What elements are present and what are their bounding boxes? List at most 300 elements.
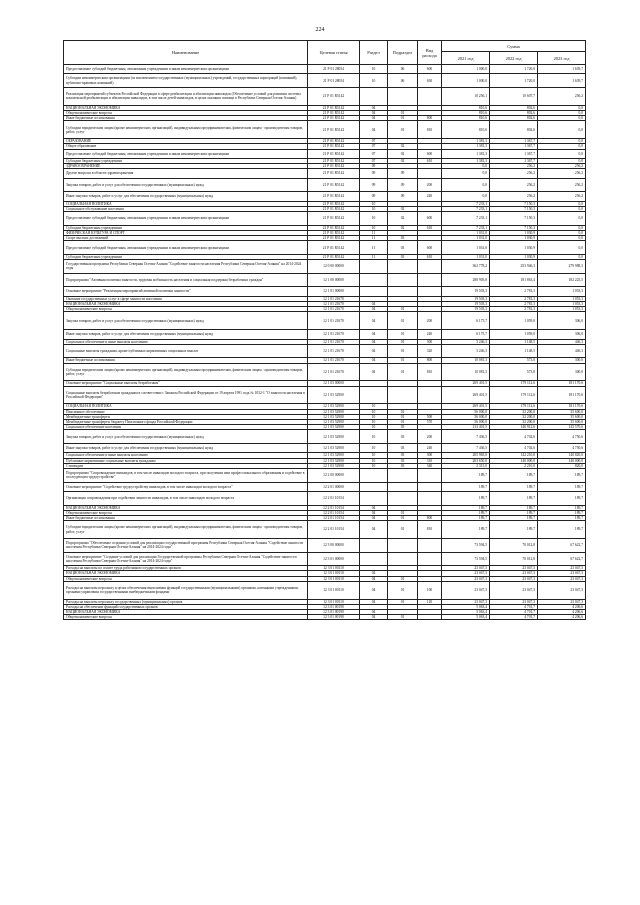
row-expense-type: 100 (418, 581, 442, 599)
row-subsection: 01 (388, 358, 418, 363)
row-target: 12 2 01 10154 (308, 515, 360, 520)
table-row (64, 615, 586, 620)
row-name: Субсидии юридическим лицам (кроме некоммерческих организаций), индивидуальным предпринимателям, физическим лицам - производителям товаров, работ, услуг (64, 521, 308, 539)
row-2022: 189,7 (490, 468, 538, 482)
header-2023: 2023 год (538, 52, 586, 65)
row-2021: 7 233,1 (442, 201, 490, 206)
row-name: Иные закупки товаров, работ и услуг для обеспечения государственных (муниципальных) нужд (64, 192, 308, 201)
row-target: 12 2 01 10154 (308, 491, 360, 505)
row-subsection: 02 (388, 149, 418, 158)
row-2023: 1 053,3 (538, 307, 586, 312)
row-name: Социальное обслуживание населения (64, 206, 308, 211)
row-target: 21 Р 01 R5142 (308, 206, 360, 211)
row-2023: 306,0 (538, 312, 586, 330)
row-expense-type (418, 260, 442, 274)
row-2021: 1 031,0 (442, 254, 490, 259)
row-name: Основное мероприятие "Социальные выплаты безработным" (64, 381, 308, 386)
row-2023: 1 053,3 (538, 287, 586, 296)
row-2023: 0,0 (538, 116, 586, 121)
row-name: Закупка товаров, работ и услуг для обеспечения государственных (муниципальных) нужд (64, 430, 308, 444)
row-target: 21 Р 01 R5142 (308, 241, 360, 255)
row-2023: 4 750,6 (538, 443, 586, 452)
row-section: 04 (360, 330, 388, 339)
row-section: 10 (360, 419, 388, 424)
row-section (360, 468, 388, 482)
row-2022: 179 112,6 (490, 404, 538, 409)
row-2022: 1 367,7 (490, 158, 538, 163)
row-2023: 1 639,7 (538, 74, 586, 88)
row-2022: 23 047,3 (490, 566, 538, 571)
row-target: 12 3 01 00190 (308, 604, 360, 609)
row-2023: 256,2 (538, 164, 586, 169)
row-target: 21 Р 01 R5142 (308, 192, 360, 201)
row-target: 12 1 03 52900 (308, 463, 360, 468)
table-row (64, 287, 586, 296)
row-2021: 269 401,5 (442, 386, 490, 404)
row-2021: 19 503,3 (442, 301, 490, 306)
row-target: 12 3 01 00110 (308, 581, 360, 599)
row-2022: 4 702,6 (490, 430, 538, 444)
row-section: 11 (360, 241, 388, 255)
row-section: 07 (360, 149, 388, 158)
row-2021: 810,6 (442, 105, 490, 110)
row-2021: 23 047,3 (442, 566, 490, 571)
table-row (64, 386, 586, 404)
row-expense-type (418, 386, 442, 404)
row-2021: 6 175,7 (442, 330, 490, 339)
row-section: 04 (360, 339, 388, 344)
row-expense-type (418, 482, 442, 491)
row-2022: 802,6 (490, 110, 538, 115)
row-section: 11 (360, 254, 388, 259)
row-2022: 1 030,9 (490, 241, 538, 255)
row-2023: 35 600,0 (538, 409, 586, 414)
row-2021: 1 031,0 (442, 241, 490, 255)
row-2021: 7 436,5 (442, 430, 490, 444)
row-2023: 35 600,0 (538, 414, 586, 419)
row-name: Предоставление субсидий бюджетным, автономным учреждениям и иным некоммерческим организациям (64, 65, 308, 74)
row-target: 21 Р 01 R5142 (308, 225, 360, 230)
row-2022: 2 781,3 (490, 301, 538, 306)
row-target: 12 1 03 52900 (308, 425, 360, 430)
row-name: Общеэкономические вопросы (64, 615, 308, 620)
row-subsection: 02 (388, 225, 418, 230)
row-2022: 2 781,3 (490, 307, 538, 312)
row-2021: 10 256,1 (442, 87, 490, 105)
row-section: 04 (360, 307, 388, 312)
row-expense-type (418, 468, 442, 482)
row-target: 12 1 01 21670 (308, 330, 360, 339)
row-2023: 140 820,0 (538, 453, 586, 458)
row-2021: 189,7 (442, 510, 490, 515)
row-2021: 0,0 (442, 164, 490, 169)
row-2021: 10 081,3 (442, 358, 490, 363)
row-name: Общеэкономические вопросы (64, 110, 308, 115)
row-name: Субсидии некоммерческим организациям (за исключением государственных (муниципальных) учреждений, государственных корпораций (компаний), публично-правовых компаний) (64, 74, 308, 88)
row-subsection: 01 (388, 419, 418, 424)
row-name: Оказание государственных услуг в сфере занятости населения (64, 296, 308, 301)
row-2023: 446,3 (538, 339, 586, 344)
header-name: Наименование (64, 41, 308, 65)
row-target: 12 1 03 52900 (308, 414, 360, 419)
row-2023: 300,0 (538, 358, 586, 363)
row-target: 12 0 00 00000 (308, 260, 360, 274)
row-2023: 0,0 (538, 212, 586, 226)
row-2021: 0,0 (442, 178, 490, 192)
row-2021: 56 000,0 (442, 414, 490, 419)
row-target: 21 Р 01 R5142 (308, 212, 360, 226)
row-subsection: 09 (388, 178, 418, 192)
row-section: 10 (360, 404, 388, 409)
row-section: 10 (360, 409, 388, 414)
row-2022: 189,7 (490, 505, 538, 510)
row-subsection: 01 (388, 312, 418, 330)
row-name: Организация сопровождения при содействии занятости инвалидов, в том числе инвалидов молодого возраста (64, 491, 308, 505)
table-row (64, 552, 586, 566)
row-2022: 32 200,0 (490, 409, 538, 414)
table-row (64, 482, 586, 491)
row-name: Основное мероприятие "Реализация мероприятий активной политики занятости" (64, 287, 308, 296)
row-expense-type: 810 (418, 121, 442, 139)
row-2023: 0,0 (538, 230, 586, 235)
row-section: 04 (360, 110, 388, 115)
row-expense-type (418, 287, 442, 296)
row-section: 10 (360, 414, 388, 419)
row-expense-type: 340 (418, 463, 442, 468)
row-2023: 0,0 (538, 225, 586, 230)
row-expense-type: 600 (418, 212, 442, 226)
row-name: НАЦИОНАЛЬНАЯ ЭКОНОМИКА (64, 505, 308, 510)
row-subsection (388, 287, 418, 296)
row-subsection: 01 (388, 330, 418, 339)
row-name: НАЦИОНАЛЬНАЯ ЭКОНОМИКА (64, 609, 308, 614)
row-section: 04 (360, 121, 388, 139)
row-2021: 1 031,0 (442, 236, 490, 241)
row-2023: 181 170,6 (538, 386, 586, 404)
row-section: 04 (360, 521, 388, 539)
row-target: 12 3 01 00110 (308, 566, 360, 571)
row-expense-type: 570 (418, 419, 442, 424)
row-2021: 189,7 (442, 482, 490, 491)
row-2023: 0,0 (538, 236, 586, 241)
row-expense-type (418, 538, 442, 552)
row-name: Субсидии бюджетным учреждениям (64, 158, 308, 163)
row-expense-type: 240 (418, 192, 442, 201)
row-section: 09 (360, 178, 388, 192)
table-row (64, 581, 586, 599)
row-expense-type: 310 (418, 458, 442, 463)
row-target: 12 1 00 00000 (308, 273, 360, 287)
row-target: 12 1 03 52900 (308, 458, 360, 463)
row-section: 10 (360, 74, 388, 88)
row-2023: 23 047,3 (538, 576, 586, 581)
row-target: 21 Р 01 R5142 (308, 87, 360, 105)
row-expense-type: 610 (418, 225, 442, 230)
row-target: 12 1 01 21670 (308, 358, 360, 363)
row-expense-type: 300 (418, 339, 442, 344)
row-section: 04 (360, 358, 388, 363)
table-row (64, 241, 586, 255)
row-target: 12 1 01 21670 (308, 339, 360, 344)
row-subsection: 09 (388, 192, 418, 201)
row-target: 21 Р 01 R5142 (308, 149, 360, 158)
row-target: 12 1 03 52900 (308, 443, 360, 452)
row-expense-type: 120 (418, 599, 442, 604)
row-2022: 23 047,3 (490, 581, 538, 599)
row-expense-type: 800 (418, 116, 442, 121)
row-section: 04 (360, 510, 388, 515)
row-2021: 810,6 (442, 110, 490, 115)
row-expense-type: 610 (418, 254, 442, 259)
row-subsection: 03 (388, 254, 418, 259)
row-2021: 205 965,0 (442, 453, 490, 458)
row-2021: 23 047,3 (442, 581, 490, 599)
row-name: Реализация мероприятий субъектов Российской Федерации в сфере реабилитации и абилитации инвалидов (Обеспечение условий для развития системы комплексной реабилитации и абилитации инвалидов, в том числе детей-инвалидов, в целях оказания помощи в Республике Северная Осетия-Алания) (64, 87, 308, 105)
row-target: 21 Р 01 R5142 (308, 121, 360, 139)
row-name: Межбюджетные трансферты бюджету Пенсионного фонда Российской Федерации (64, 419, 308, 424)
row-2023: 67 622,7 (538, 552, 586, 566)
row-subsection: 01 (388, 409, 418, 414)
row-subsection (388, 491, 418, 505)
row-2023: 181 170,6 (538, 404, 586, 409)
row-2022: 1 367,7 (490, 139, 538, 144)
row-2023: 256,2 (538, 178, 586, 192)
row-name: Социальное обеспечение и иные выплаты населению (64, 453, 308, 458)
row-2022: 573,8 (490, 358, 538, 363)
row-name: Социальные выплаты безработным гражданам в соответствии с Законом Российской Федерации от 19 апреля 1991 года № 1032-1 "О занятости населения в Российской Федерации" (64, 386, 308, 404)
row-2022: 1 367,7 (490, 149, 538, 158)
row-subsection: 02 (388, 158, 418, 163)
row-name: Субсидии юридическим лицам (кроме некоммерческих организаций), индивидуальным предпринимателям, физическим лицам - производителям товаров, работ, услуг (64, 363, 308, 381)
row-expense-type: 600 (418, 149, 442, 158)
row-name: Подпрограмма "Сопровождение инвалидов, в том числе инвалидов молодого возраста, при получении ими профессионального образования и содействие в последующем трудоустройстве" (64, 468, 308, 482)
row-target: 12 1 01 21670 (308, 301, 360, 306)
row-name: Иные бюджетные ассигнования (64, 515, 308, 520)
row-section: 04 (360, 312, 388, 330)
row-2022: 1 148,5 (490, 344, 538, 358)
row-name: Расходы на обеспечение функций государственных органов (64, 604, 308, 609)
row-target: 21 Р 01 R5142 (308, 105, 360, 110)
row-2022: 4 701,7 (490, 609, 538, 614)
header-2022: 2022 год (490, 52, 538, 65)
row-expense-type (418, 552, 442, 566)
row-subsection: 01 (388, 414, 418, 419)
row-name: Спорт высших достижений (64, 236, 308, 241)
row-2021: 269 401,5 (442, 404, 490, 409)
row-2022: 7 150,3 (490, 225, 538, 230)
row-2023: 23 047,3 (538, 571, 586, 576)
row-2021: 810,6 (442, 116, 490, 121)
row-2021: 5 063,4 (442, 609, 490, 614)
row-2023: 0,0 (538, 105, 586, 110)
row-2022: 802,6 (490, 116, 538, 121)
row-target: 12 1 03 52900 (308, 404, 360, 409)
row-name: Расходы на выплаты по оплате труда работников государственных органов (64, 566, 308, 571)
row-2022: 189,7 (490, 482, 538, 491)
row-2021: 189,7 (442, 515, 490, 520)
row-name: Иные закупки товаров, работ и услуг для обеспечения государственных (муниципальных) нужд (64, 443, 308, 452)
row-section: 07 (360, 144, 388, 149)
row-target: 12 1 03 52900 (308, 409, 360, 414)
row-section: 09 (360, 169, 388, 178)
row-2023: 145 570,6 (538, 425, 586, 430)
row-target: 12 1 03 52900 (308, 419, 360, 424)
row-2021: 7 233,1 (442, 206, 490, 211)
row-2023: 0,0 (538, 206, 586, 211)
row-target: 21 Р 01 R5142 (308, 116, 360, 121)
row-2022: 2 781,3 (490, 296, 538, 301)
row-section (360, 552, 388, 566)
row-name: Общеэкономические вопросы (64, 510, 308, 515)
row-subsection: 01 (388, 581, 418, 599)
row-2023: 1 639,7 (538, 65, 586, 74)
row-2023: 256,2 (538, 192, 586, 201)
row-expense-type: 300 (418, 453, 442, 458)
row-section: 10 (360, 463, 388, 468)
row-name: Стипендии (64, 463, 308, 468)
row-2022: 1 720,0 (490, 65, 538, 74)
table-row (64, 212, 586, 226)
row-2021: 7 233,1 (442, 212, 490, 226)
row-2023: 0,0 (538, 139, 586, 144)
row-2023: 35 600,0 (538, 419, 586, 424)
row-name: Общеэкономические вопросы (64, 307, 308, 312)
row-subsection: 01 (388, 599, 418, 604)
table-row (64, 169, 586, 178)
row-section (360, 287, 388, 296)
row-2022: 7 150,3 (490, 212, 538, 226)
row-section: 11 (360, 236, 388, 241)
row-name: Пенсионное обеспечение (64, 409, 308, 414)
row-2023: 256,2 (538, 169, 586, 178)
row-2022: 1 148,5 (490, 339, 538, 344)
row-subsection: 01 (388, 615, 418, 620)
row-2021: 56 000,0 (442, 419, 490, 424)
row-2021: 362 778,2 (442, 260, 490, 274)
row-section (360, 87, 388, 105)
table-row (64, 521, 586, 539)
table-row (64, 312, 586, 330)
row-2023: 189,7 (538, 505, 586, 510)
row-2023: 0,0 (538, 158, 586, 163)
row-name: НАЦИОНАЛЬНАЯ ЭКОНОМИКА (64, 301, 308, 306)
row-subsection: 01 (388, 121, 418, 139)
row-2023: 306,0 (538, 330, 586, 339)
row-2022: 23 047,3 (490, 576, 538, 581)
row-2023: 0,0 (538, 144, 586, 149)
row-section: 10 (360, 458, 388, 463)
row-target: 12 3 01 00190 (308, 615, 360, 620)
row-2021: 189,7 (442, 521, 490, 539)
row-subsection: 01 (388, 363, 418, 381)
row-2023: 300,0 (538, 363, 586, 381)
row-subsection (388, 468, 418, 482)
row-section: 04 (360, 576, 388, 581)
row-target: 12 3 01 00110 (308, 576, 360, 581)
row-2021: 3 246,3 (442, 344, 490, 358)
row-target: 21 Р 01 28054 (308, 74, 360, 88)
row-2021: 1 000,0 (442, 74, 490, 88)
row-2022: 7 150,3 (490, 206, 538, 211)
table-row (64, 87, 586, 105)
row-2023: 820,0 (538, 463, 586, 468)
row-section: 10 (360, 65, 388, 74)
row-2022: 7 150,3 (490, 201, 538, 206)
row-2022: 4 702,6 (490, 443, 538, 452)
row-2021: 10 081,3 (442, 363, 490, 381)
row-name: НАЦИОНАЛЬНАЯ ЭКОНОМИКА (64, 571, 308, 576)
row-2023: 0,0 (538, 254, 586, 259)
row-2022: 256,2 (490, 192, 538, 201)
row-name: Подпрограмма "Обеспечение создания условий для реализации государственной программы Республики Северная Осетия-Алания "Содействие занятости населения Республики Северная Осетия-Алания" на 2014-2024 годы" (64, 538, 308, 552)
row-expense-type (418, 273, 442, 287)
row-subsection: 01 (388, 116, 418, 121)
row-target: 21 Р 01 R5142 (308, 236, 360, 241)
row-2022: 142 210,0 (490, 453, 538, 458)
row-2021: 0,0 (442, 192, 490, 201)
row-target: 12 3 01 00110 (308, 571, 360, 576)
row-subsection (388, 482, 418, 491)
row-subsection: 01 (388, 521, 418, 539)
row-subsection: 01 (388, 576, 418, 581)
row-section (360, 273, 388, 287)
row-2022: 1 059,0 (490, 330, 538, 339)
row-target: 21 Р 01 R5142 (308, 169, 360, 178)
row-name: Подпрограмма "Активная политика занятости, трудовая мобильность населения и социальная поддержка безработных граждан" (64, 273, 308, 287)
row-2023: 256,2 (538, 87, 586, 105)
row-target: 12 3 00 00000 (308, 538, 360, 552)
row-2022: 573,8 (490, 363, 538, 381)
row-target: 21 Р 01 R5142 (308, 178, 360, 192)
row-target: 21 Р 01 R5142 (308, 164, 360, 169)
row-expense-type: 500 (418, 414, 442, 419)
row-2022: 1 059,0 (490, 312, 538, 330)
row-2021: 19 503,3 (442, 287, 490, 296)
row-subsection: 03 (388, 425, 418, 430)
row-name: Основное мероприятие "Содействие трудоустройству инвалидов, в том числе инвалидов молодого возраста" (64, 482, 308, 491)
row-name: Предоставление субсидий бюджетным, автономным учреждениям и иным некоммерческим организациям (64, 212, 308, 226)
row-expense-type: 320 (418, 344, 442, 358)
row-2022: 256,2 (490, 164, 538, 169)
row-section: 04 (360, 609, 388, 614)
row-subsection: 02 (388, 212, 418, 226)
row-2021: 5 063,4 (442, 604, 490, 609)
row-2023: 189,7 (538, 521, 586, 539)
row-2023: 189,7 (538, 468, 586, 482)
row-target: 21 Р 01 R5142 (308, 254, 360, 259)
row-2022: 4 701,7 (490, 604, 538, 609)
row-section: 09 (360, 192, 388, 201)
row-name: ОБРАЗОВАНИЕ (64, 139, 308, 144)
row-2021: 1 031,0 (442, 230, 490, 235)
row-2022: 23 047,3 (490, 571, 538, 576)
row-2023: 279 988,3 (538, 260, 586, 274)
row-name: Основное мероприятие "Создание условий для реализации Государственной программы Республики Северная Осетия-Алания "Содействие занятости населения Республики Северная Осетия-Алания" на 2014-2024 годы" (64, 552, 308, 566)
row-2022: 1 030,9 (490, 230, 538, 235)
row-2021: 1 381,3 (442, 139, 490, 144)
row-2021: 2 315,0 (442, 463, 490, 468)
row-expense-type: 200 (418, 312, 442, 330)
row-2021: 19 503,3 (442, 307, 490, 312)
table-row (64, 538, 586, 552)
header-sum: Сумма (442, 41, 586, 52)
row-target: 12 1 03 52900 (308, 430, 360, 444)
row-name: ЗДРАВООХРАНЕНИЕ (64, 164, 308, 169)
row-2022: 256,2 (490, 169, 538, 178)
row-2023: 4 750,6 (538, 430, 586, 444)
row-name: ФИЗИЧЕСКАЯ КУЛЬТУРА И СПОРТ (64, 230, 308, 235)
row-subsection (388, 87, 418, 105)
